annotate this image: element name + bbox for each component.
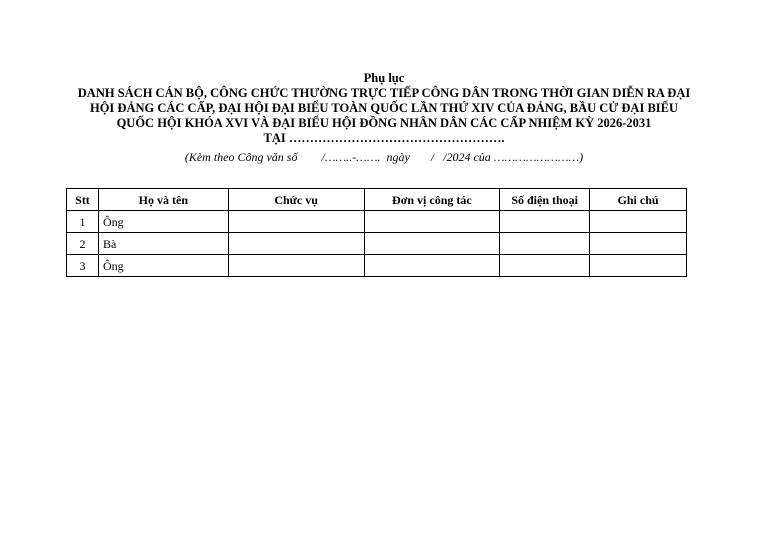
document-subtitle: (Kèm theo Công văn số /……..-……. ngày / /2024 của ……………………): [184, 150, 584, 164]
cell-note: [590, 255, 687, 277]
header-position: Chức vụ: [228, 189, 364, 211]
header-name: Họ và tên: [98, 189, 228, 211]
title-line-3: QUỐC HỘI KHÓA XVI VÀ ĐẠI BIỂU HỘI ĐỒNG NHÂN DÂN CÁC CẤP NHIỆM KỲ 2026-2031: [116, 116, 652, 130]
cell-name: Ông: [98, 255, 228, 277]
cell-stt: 3: [67, 255, 99, 277]
cell-unit: [364, 233, 500, 255]
header-note: Ghi chú: [590, 189, 687, 211]
title-line-4: TẠI …………………………………………….: [263, 131, 505, 145]
cell-note: [590, 233, 687, 255]
header-phone: Số điện thoại: [500, 189, 590, 211]
appendix-label: Phụ lục: [363, 71, 405, 85]
header-stt: Stt: [67, 189, 99, 211]
cell-stt: 1: [67, 211, 99, 233]
cell-stt: 2: [67, 233, 99, 255]
cell-name: Bà: [98, 233, 228, 255]
cell-note: [590, 211, 687, 233]
cell-position: [228, 233, 364, 255]
cell-unit: [364, 255, 500, 277]
cell-phone: [500, 233, 590, 255]
table-row: [67, 211, 687, 233]
cell-phone: [500, 255, 590, 277]
cell-position: [228, 211, 364, 233]
document-title: [50, 86, 718, 146]
cell-unit: [364, 211, 500, 233]
table-row: [67, 255, 687, 277]
table-header-row: [67, 189, 687, 211]
header-unit: Đơn vị công tác: [364, 189, 500, 211]
table-row: [67, 233, 687, 255]
title-line-2: HỘI ĐẢNG CÁC CẤP, ĐẠI HỘI ĐẠI BIỂU TOÀN QUỐC LẦN THỨ XIV CỦA ĐẢNG, BẦU CỬ ĐẠI BIỂU: [89, 101, 679, 115]
cell-phone: [500, 211, 590, 233]
title-line-1: DANH SÁCH CÁN BỘ, CÔNG CHỨC THƯỜNG TRỰC TIẾP CÔNG DÂN TRONG THỜI GIAN DIỄN RA ĐẠI: [77, 86, 691, 100]
cell-position: [228, 255, 364, 277]
staff-table: [66, 188, 687, 277]
cell-name: Ông: [98, 211, 228, 233]
